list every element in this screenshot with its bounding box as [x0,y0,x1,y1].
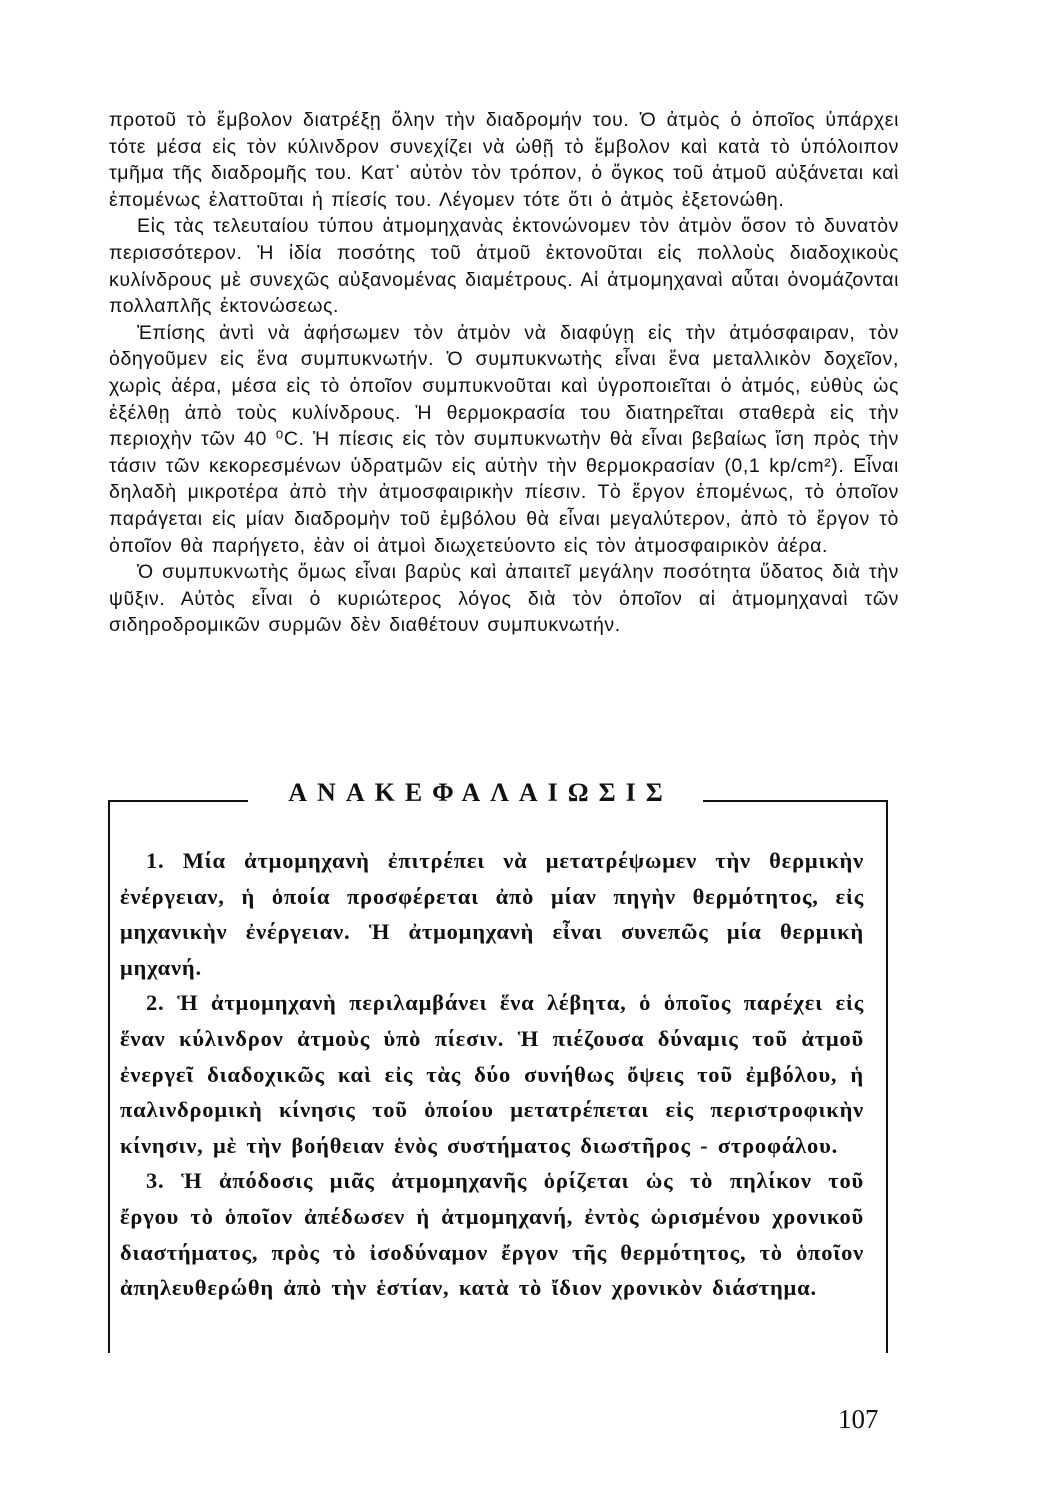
paragraph-1: προτοῦ τὸ ἔμβολον διατρέξῃ ὅλην τὴν διαδρομήν του. Ὁ ἀτμὸς ὁ ὁποῖος ὑπάρχει τότε μέσα εἰς τὸν κύλινδρον συνεχίζει νὰ ὠθῇ τὸ ἔμβολον καὶ κατὰ τὸ ὑπόλοιπον τμῆμα τῆς διαδρομῆς του. Κατ᾽ αὐτὸν τὸν τρόπον, ὁ ὄγκος τοῦ ἀτμοῦ αὐξάνεται καὶ ἑπομένως ἐλαττοῦται ἡ πίεσίς του. Λέγομεν τότε ὅτι ὁ ἀτμὸς ἐξετονώθη. [109,109,899,211]
summary-box [108,778,888,1353]
paragraph-3: Ἐπίσης ἀντὶ νὰ ἀφήσωμεν τὸν ἀτμὸν νὰ διαφύγῃ εἰς τὴν ἀτμόσφαιραν, τὸν ὁδηγοῦμεν εἰς ἕνα συμπυκνωτήν. Ὁ συμπυκνωτὴς εἶναι ἕνα μεταλλικὸν δοχεῖον, χωρὶς ἀέρα, μέσα εἰς τὸ ὁποῖον συμπυκνοῦται καὶ ὑγροποιεῖται ὁ ἀτμός, εὐθὺς ὡς ἐξέλθῃ ἀπὸ τοὺς κυλίνδρους. Ἡ θερμοκρασία του διατηρεῖται σταθερὰ εἰς τὴν περιοχὴν τῶν 40 ⁰C. Ἡ πίεσις εἰς τὸν συμπυκνωτὴν θὰ εἶναι βεβαίως ἴση πρὸς τὴν τάσιν τῶν κεκορεσμένων ὑδρατμῶν εἰς αὐτὴν τὴν θερμοκρασίαν (0,1 kp/cm²). Εἶναι δηλαδὴ μικροτέρα ἀπὸ τὴν ἀτμοσφαιρικὴν πίεσιν. Τὸ ἔργον ἑπομένως, τὸ ὁποῖον παράγεται εἰς μίαν διαδρομὴν τοῦ ἐμβόλου θὰ εἶναι μεγαλύτερον, ἀπὸ τὸ ἔργον τὸ ὁποῖον θὰ παρήγετο, ἐὰν οἱ ἀτμοὶ διωχετεύοντο εἰς τὸν ἀτμοσφαιρικὸν ἀέρα. [109,321,899,557]
paragraph-2: Εἰς τὰς τελευταίου τύπου ἀτμομηχανὰς ἐκτονώνομεν τὸν ἀτμὸν ὅσον τὸ δυνατὸν περισσότερον. Ἡ ἰδία ποσότης τοῦ ἀτμοῦ ἐκτονοῦται εἰς πολλοὺς διαδοχικοὺς κυλίνδρους μὲ συνεχῶς αὐξανομένας διαμέτρους. Αἱ ἀτμομηχαναὶ αὗται ὀνομάζονται πολλαπλῆς ἐκτονώσεως. [109,215,899,318]
summary-text [120,843,864,1306]
summary-box-right-border [886,800,888,1353]
summary-item-3: 3. Ἡ ἀπόδοσις μιᾶς ἀτμομηχανῆς ὁρίζεται ὡς τὸ πηλίκον τοῦ ἔργου τὸ ὁποῖον ἀπέδωσεν ἡ ἀτμομηχανή, ἐντὸς ὡρισμένου χρονικοῦ διαστήματος, πρὸς τὸ ἰσοδύναμον ἔργον τῆς θερμότητος, τὸ ὁποῖον ἀπηλευθερώθη ἀπὸ τὴν ἑστίαν, κατὰ τὸ ἴδιον χρονικὸν διάστημα. [120,1168,864,1301]
page-number: 107 [838,1404,879,1434]
body-text [109,107,899,639]
summary-box-left-border [108,800,110,1353]
summary-item-1: 1. Μία ἀτμομηχανὴ ἐπιτρέπει νὰ μετατρέψωμεν τὴν θερμικὴν ἐνέργειαν, ἡ ὁποία προσφέρεται ἀπὸ μίαν πηγὴν θερμότητος, εἰς μηχανικὴν ἐνέργειαν. Ἡ ἀτμομηχανὴ εἶναι συνεπῶς μία θερμικὴ μηχανή. [120,848,864,980]
summary-item-2: 2. Ἡ ἀτμομηχανὴ περιλαμβάνει ἕνα λέβητα, ὁ ὁποῖος παρέχει εἰς ἕναν κύλινδρον ἀτμοὺς ὑπὸ πίεσιν. Ἡ πιέζουσα δύναμις τοῦ ἀτμοῦ ἐνεργεῖ διαδοχικῶς καὶ εἰς τὰς δύο συνήθως ὄψεις τοῦ ἐμβόλου, ἡ παλινδρομικὴ κίνησις τοῦ ὁποίου μετατρέπεται εἰς περιστροφικὴν κίνησιν, μὲ τὴν βοήθειαν ἑνὸς συστήματος διωστῆρος - στροφάλου. [120,990,864,1158]
summary-heading: ΑΝΑΚΕΦΑΛΑΙΩΣΙΣ [258,778,703,808]
paragraph-4: Ὁ συμπυκνωτὴς ὅμως εἶναι βαρὺς καὶ ἀπαιτεῖ μεγάλην ποσότητα ὕδατος διὰ τὴν ψῦξιν. Αὐτὸς εἶναι ὁ κυριώτερος λόγος διὰ τὸν ὁποῖον αἱ ἀτμομηχαναὶ τῶν σιδηροδρομικῶν συρμῶν δὲν διαθέτουν συμπυκνωτήν. [109,561,899,637]
summary-box-top-rule-right [703,800,888,802]
summary-box-top-rule-left [108,800,248,802]
